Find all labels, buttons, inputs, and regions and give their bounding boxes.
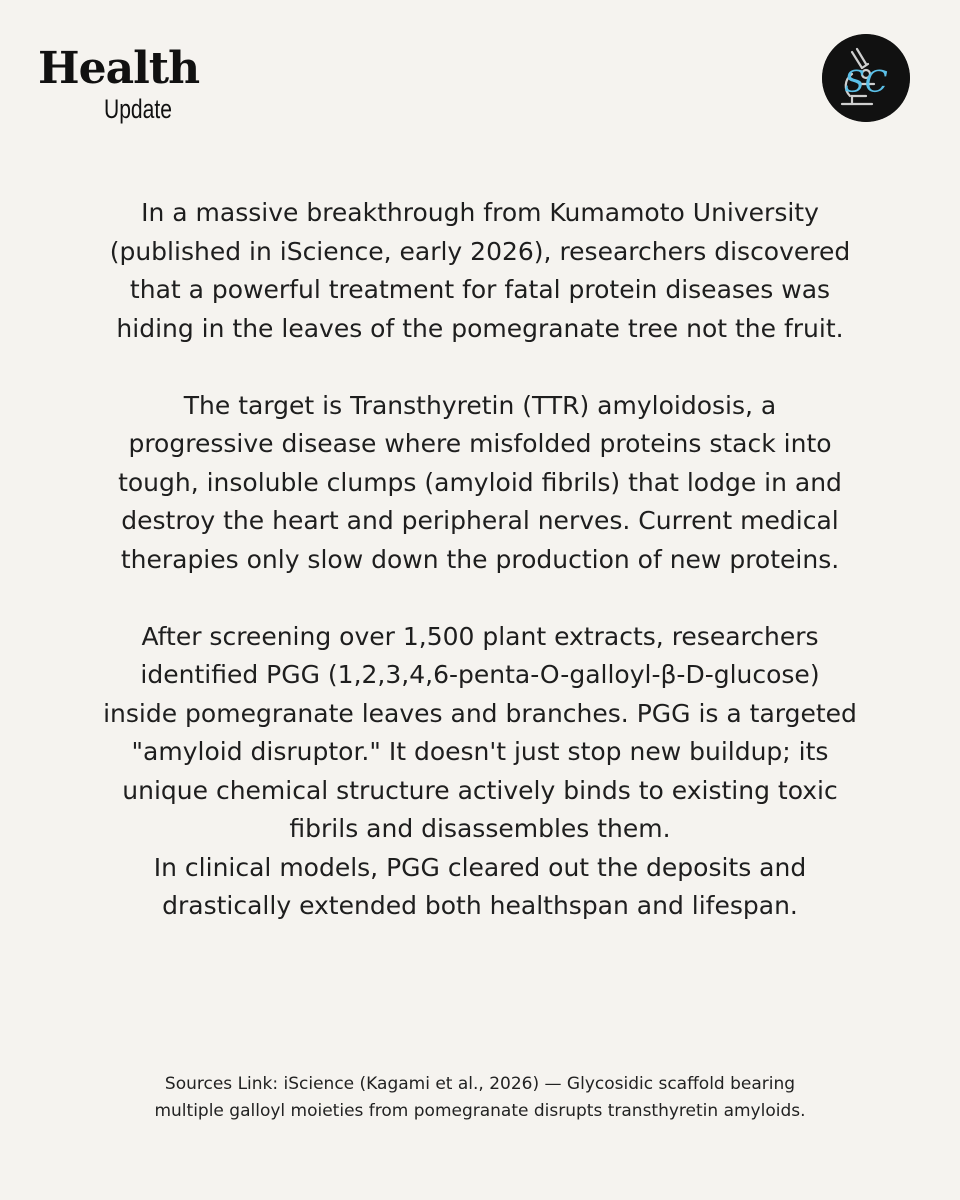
text-line: (published in iScience, early 2026), researchers discovered [109, 236, 851, 266]
text-line: hiding in the leaves of the pomegranate tree not the fruit. [116, 313, 844, 343]
brand-title: Health [38, 43, 200, 94]
text-line: therapies only slow down the production of new proteins. [120, 544, 840, 574]
text-line: inside pomegranate leaves and branches. PGG is a targeted [103, 698, 857, 728]
sources-line: multiple galloyl moieties from pomegranate disrupts transthyretin amyloids. [154, 1101, 806, 1121]
sc-logo [822, 34, 910, 122]
paragraph-intro [60, 194, 900, 348]
text-line: identified PGG (1,2,3,4,6-penta-O-galloyl-β-D-glucose) [140, 660, 820, 689]
text-line: progressive disease where misfolded proteins stack into [128, 429, 832, 458]
brand-subtitle: Update [104, 94, 172, 124]
article-body [60, 194, 900, 926]
text-line: unique chemical structure actively binds to existing toxic [122, 775, 838, 805]
paragraph-findings [60, 618, 900, 926]
sources-line: Sources Link: iScience (Kagami et al., 2026) — Glycosidic scaffold bearing [164, 1074, 796, 1094]
text-line: tough, insoluble clumps (amyloid fibrils) that lodge in and [118, 467, 842, 497]
microscope-icon [822, 34, 910, 122]
brand-logo [38, 43, 208, 124]
sources-citation [60, 1071, 900, 1125]
text-line: that a powerful treatment for fatal protein diseases was [129, 275, 831, 304]
text-line: fibrils and disassembles them. [289, 814, 671, 843]
text-line: After screening over 1,500 plant extracts, researchers [141, 621, 819, 651]
paragraph-target [60, 387, 900, 580]
paragraph-gap [60, 579, 900, 618]
sc-logo-text: SC [844, 65, 888, 100]
text-line: destroy the heart and peripheral nerves. Current medical [121, 506, 839, 535]
text-line: "amyloid disruptor." It doesn't just stop new buildup; its [131, 737, 829, 766]
text-line: In a massive breakthrough from Kumamoto University [141, 198, 819, 227]
paragraph-gap [60, 348, 900, 387]
text-line: In clinical models, PGG cleared out the deposits and [153, 852, 807, 882]
text-line: The target is Transthyretin (TTR) amyloidosis, a [183, 390, 777, 420]
text-line: drastically extended both healthspan and lifespan. [162, 891, 798, 920]
